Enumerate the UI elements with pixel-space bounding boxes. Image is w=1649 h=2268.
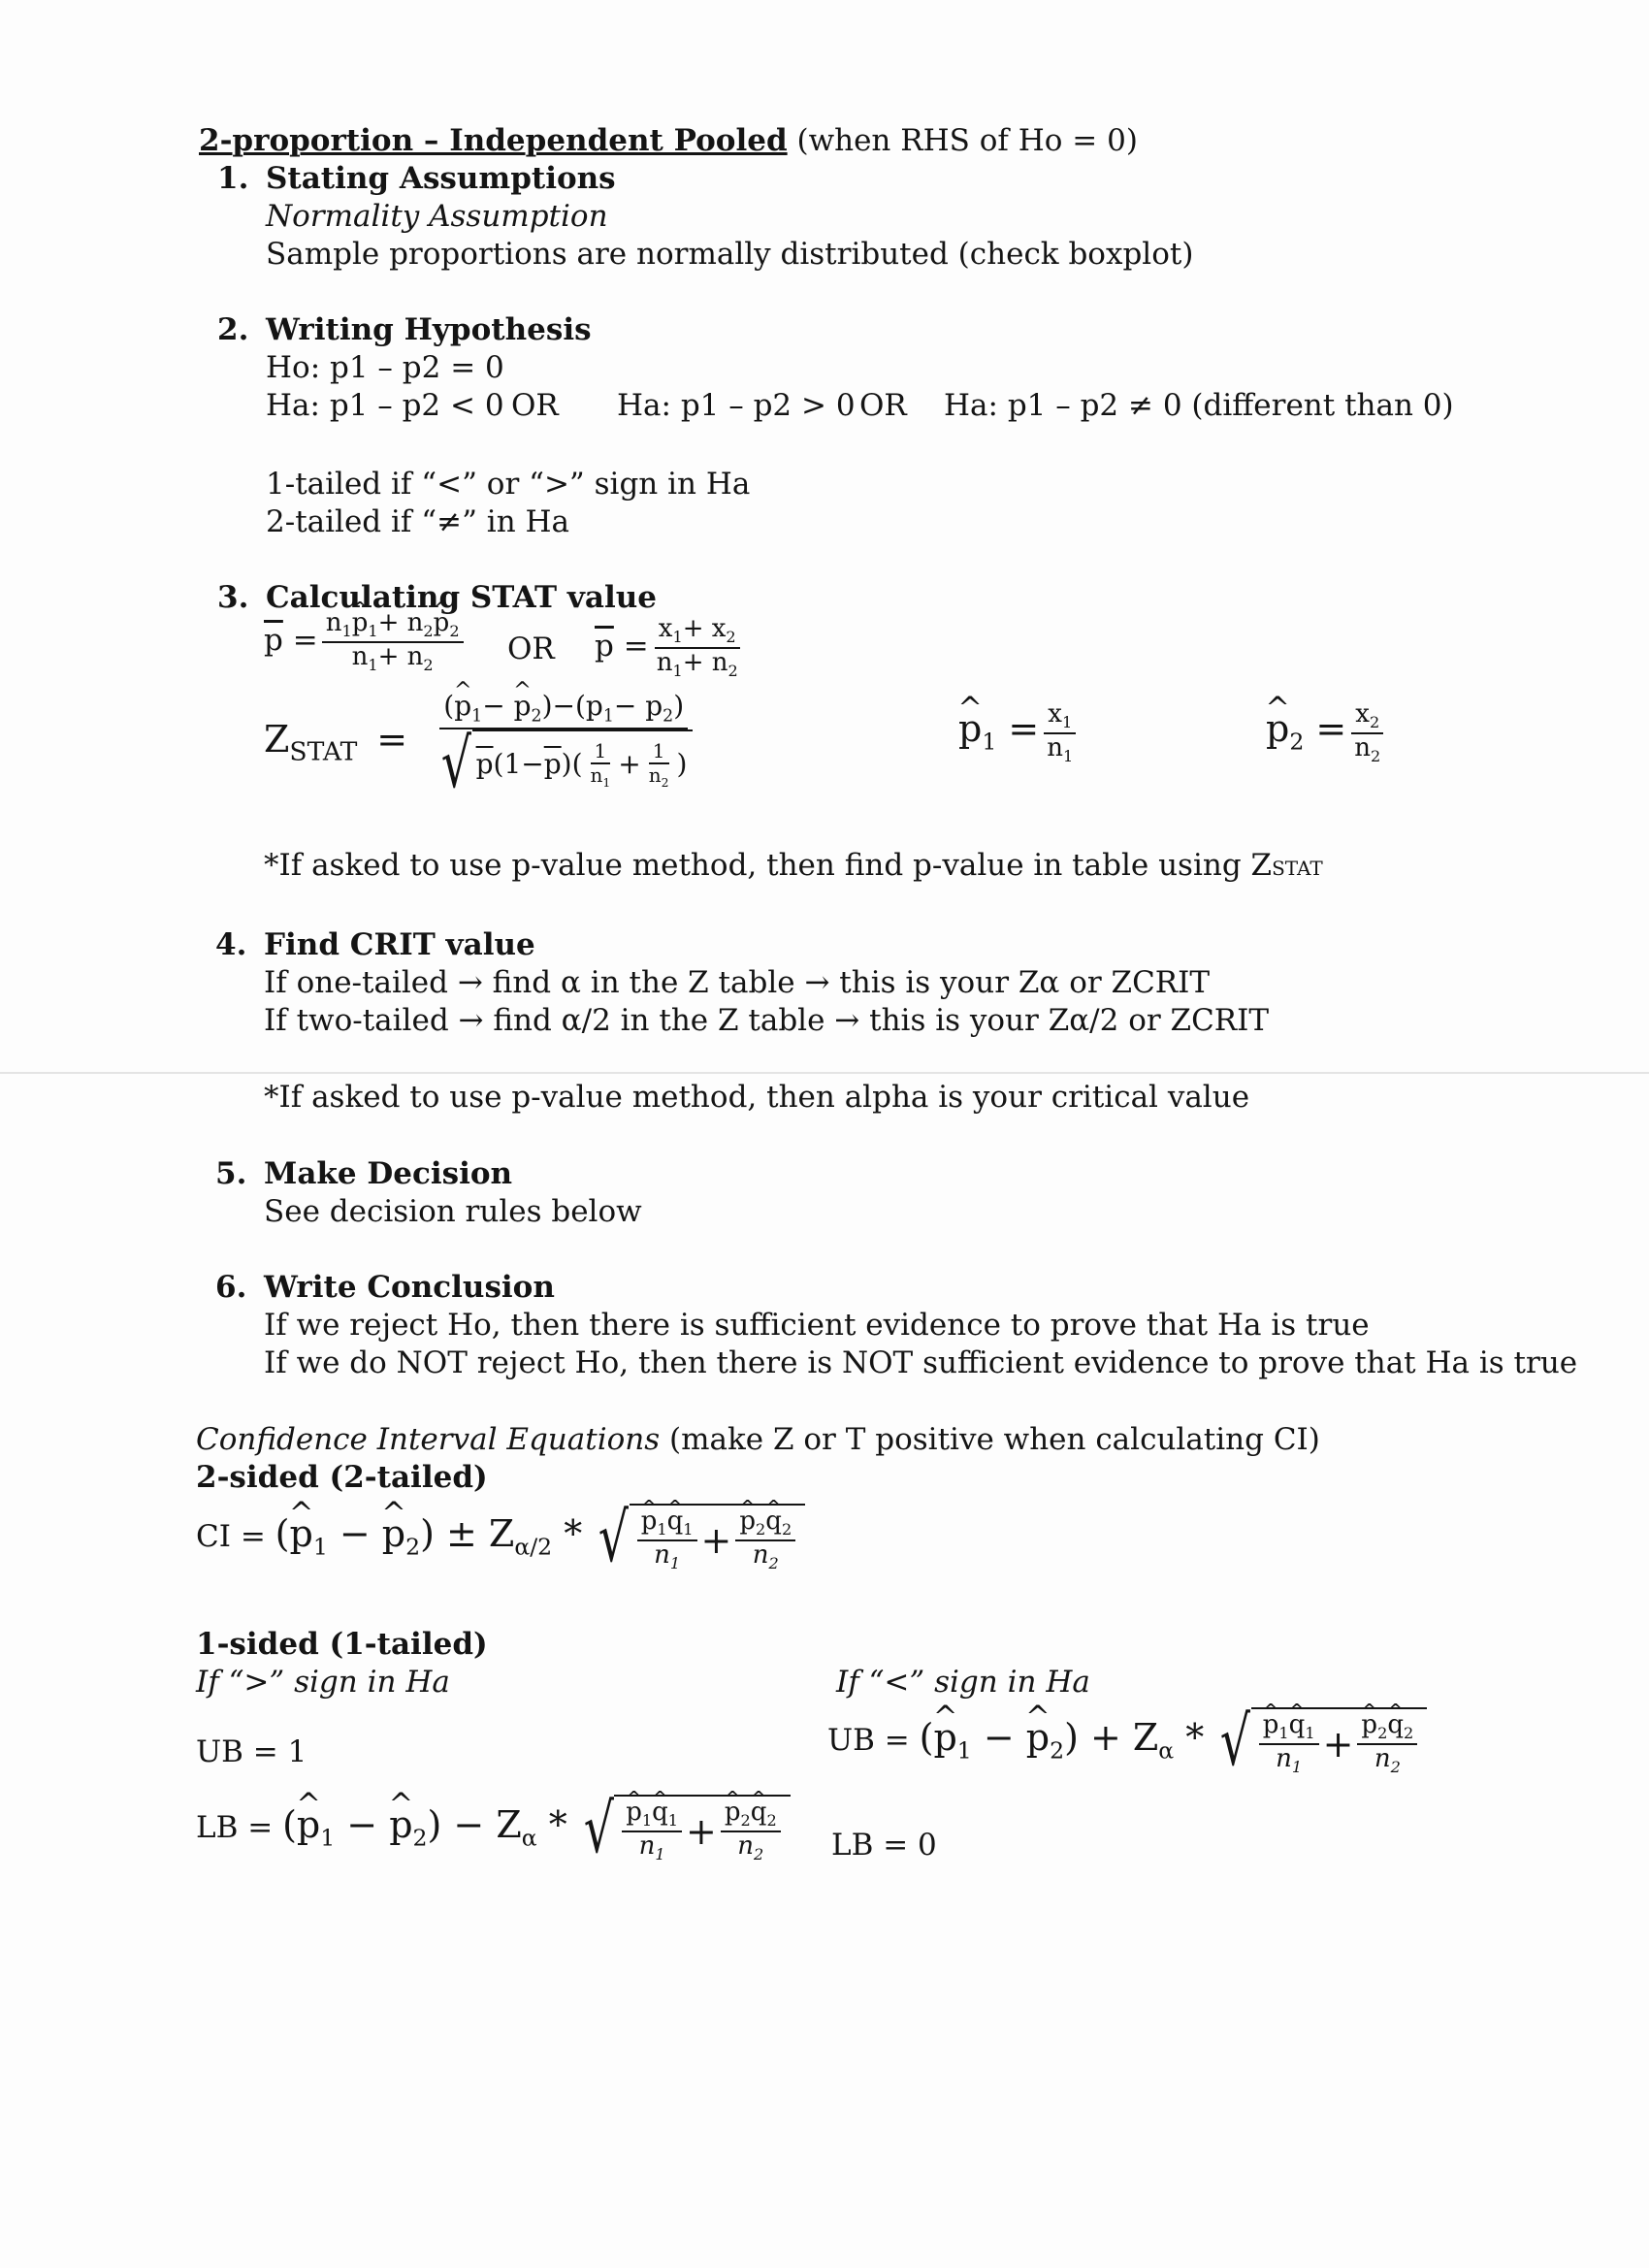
pvalue-note-text: *If asked to use p-value method, then find p-value in table using Z bbox=[264, 848, 1273, 883]
ci-label: CI = bbox=[196, 1519, 266, 1555]
paper-fold-line bbox=[0, 1072, 1649, 1074]
tail-rule-two: 2-tailed if “≠” in Ha bbox=[266, 504, 570, 539]
step1-heading-text: Stating Assumptions bbox=[266, 161, 616, 196]
ci-two-sided-heading: 2-sided (2-tailed) bbox=[196, 1460, 488, 1495]
pvalue-note-subscript: STAT bbox=[1272, 857, 1323, 880]
document-title bbox=[199, 122, 1138, 159]
p-hat-1-formula: ^ $p_1$ = $\frac{x_1}{n_1}$ bbox=[958, 700, 1081, 765]
step1-number: 1. bbox=[217, 161, 249, 196]
z-stat-formula: $Z_{STAT}$ = (^ $p_1-$ ^ $p_2)-(p_1- p_2)$ √ p (1− $\overline{p}$ )( $\frac{1}{n_1}$ + $\frac{1}{n_2}$ ) bbox=[264, 691, 700, 797]
title-note: (when RHS of Ho = 0) bbox=[787, 123, 1138, 158]
p-hat-2-formula: ^ $p_2$ = $\frac{x_2}{n_2}$ bbox=[1266, 700, 1388, 765]
lb-label: LB = bbox=[196, 1810, 274, 1846]
crit-two-tailed: If two-tailed → find α/2 in the Z table → this is your Zα/2 or ZCRIT bbox=[264, 1003, 1270, 1038]
ci-if-less: If “<” sign in Ha bbox=[836, 1665, 1090, 1700]
hypothesis-ho: Ho: p1 – p2 = 0 bbox=[266, 350, 504, 385]
step5-heading bbox=[215, 1155, 512, 1192]
lb-equals-zero: LB = 0 bbox=[831, 1828, 937, 1863]
step1-text: Sample proportions are normally distributed (check boxplot) bbox=[266, 237, 1194, 272]
ci-if-greater: If “>” sign in Ha bbox=[196, 1665, 450, 1700]
pooled-p-formula-2: $\overline{p}$ = $\frac{x_1+ x_2}{n_1+ n_2}$ bbox=[595, 614, 738, 680]
step6-heading bbox=[215, 1269, 555, 1306]
ub-label: UB = bbox=[827, 1723, 910, 1759]
title-main: 2-proportion – Independent Pooled bbox=[199, 123, 788, 158]
crit-one-tailed: If one-tailed → find α in the Z table → this is your Zα or ZCRIT bbox=[264, 965, 1211, 1000]
step2-heading-text: Writing Hypothesis bbox=[266, 312, 592, 347]
hypothesis-ha-greater: Ha: p1 – p2 > 0 bbox=[617, 388, 856, 423]
ci-heading-note: (make Z or T positive when calculating CI) bbox=[660, 1422, 1320, 1457]
step6-heading-text: Write Conclusion bbox=[264, 1270, 555, 1305]
hypothesis-or-2: OR bbox=[859, 388, 907, 423]
step6-number: 6. bbox=[215, 1270, 247, 1305]
step3-pvalue-note bbox=[264, 847, 1323, 887]
step5-heading-text: Make Decision bbox=[264, 1156, 513, 1191]
ci-heading-italic: Confidence Interval Equations bbox=[196, 1422, 661, 1457]
ub-formula: UB = (^ $p_1$ − ^ $p_2) + Z_\alpha$ * √ ^ $\frac{p_1\^{} q_1}{n_1}$ + ^ $\frac{p_2\^{} q_2}{n_2}$ bbox=[827, 1707, 1427, 1776]
step4-number: 4. bbox=[215, 927, 247, 962]
step4-heading-text: Find CRIT value bbox=[264, 927, 535, 962]
step1-heading bbox=[217, 160, 616, 197]
step5-text: See decision rules below bbox=[264, 1194, 642, 1229]
ci-two-sided-formula: CI = (^ $p_1$ − ^ $p_2) \pm Z_{\alpha/2}$ * √ ^ $\frac{p_1\^{} q_1}{n_1}$ + ^ $\frac{p_2\^{} q_2}{n_2}$ bbox=[196, 1504, 805, 1572]
ci-heading bbox=[196, 1421, 1320, 1458]
step2-number: 2. bbox=[217, 312, 249, 347]
hypothesis-ha-less: Ha: p1 – p2 < 0 bbox=[266, 388, 504, 423]
pooled-p-or: OR bbox=[507, 632, 555, 666]
pooled-p-formula-1: $\overline{p}$ = $\frac{n_1\^{} p_1+ n_2\^{} p_2}{n_1+ n_2}$ bbox=[264, 609, 468, 674]
step3-number: 3. bbox=[217, 580, 249, 615]
lb-formula: LB = (^ $p_1$ − ^ $p_2) - Z_\alpha$ * √ ^ $\frac{p_1\^{} q_1}{n_1}$ + ^ $\frac{p_2\^{} q_2}{n_2}$ bbox=[196, 1795, 791, 1863]
step5-number: 5. bbox=[215, 1156, 247, 1191]
ub-equals-one: UB = 1 bbox=[196, 1734, 307, 1769]
hypothesis-ha-not-equal: Ha: p1 – p2 ≠ 0 (different than 0) bbox=[944, 388, 1454, 423]
conclusion-reject: If we reject Ho, then there is sufficient evidence to prove that Ha is true bbox=[264, 1308, 1370, 1343]
step4-pvalue-note: *If asked to use p-value method, then alpha is your critical value bbox=[264, 1080, 1250, 1115]
hypothesis-or-1: OR bbox=[511, 388, 559, 423]
step4-heading bbox=[215, 926, 535, 963]
step2-heading bbox=[217, 311, 592, 348]
step1-sub: Normality Assumption bbox=[266, 199, 608, 234]
step3-heading-text: Calculating STAT value bbox=[266, 580, 658, 615]
ci-one-sided-heading: 1-sided (1-tailed) bbox=[196, 1627, 488, 1662]
tail-rule-one: 1-tailed if “<” or “>” sign in Ha bbox=[266, 467, 751, 502]
conclusion-not-reject: If we do NOT reject Ho, then there is NOT sufficient evidence to prove that Ha is true bbox=[264, 1345, 1578, 1380]
